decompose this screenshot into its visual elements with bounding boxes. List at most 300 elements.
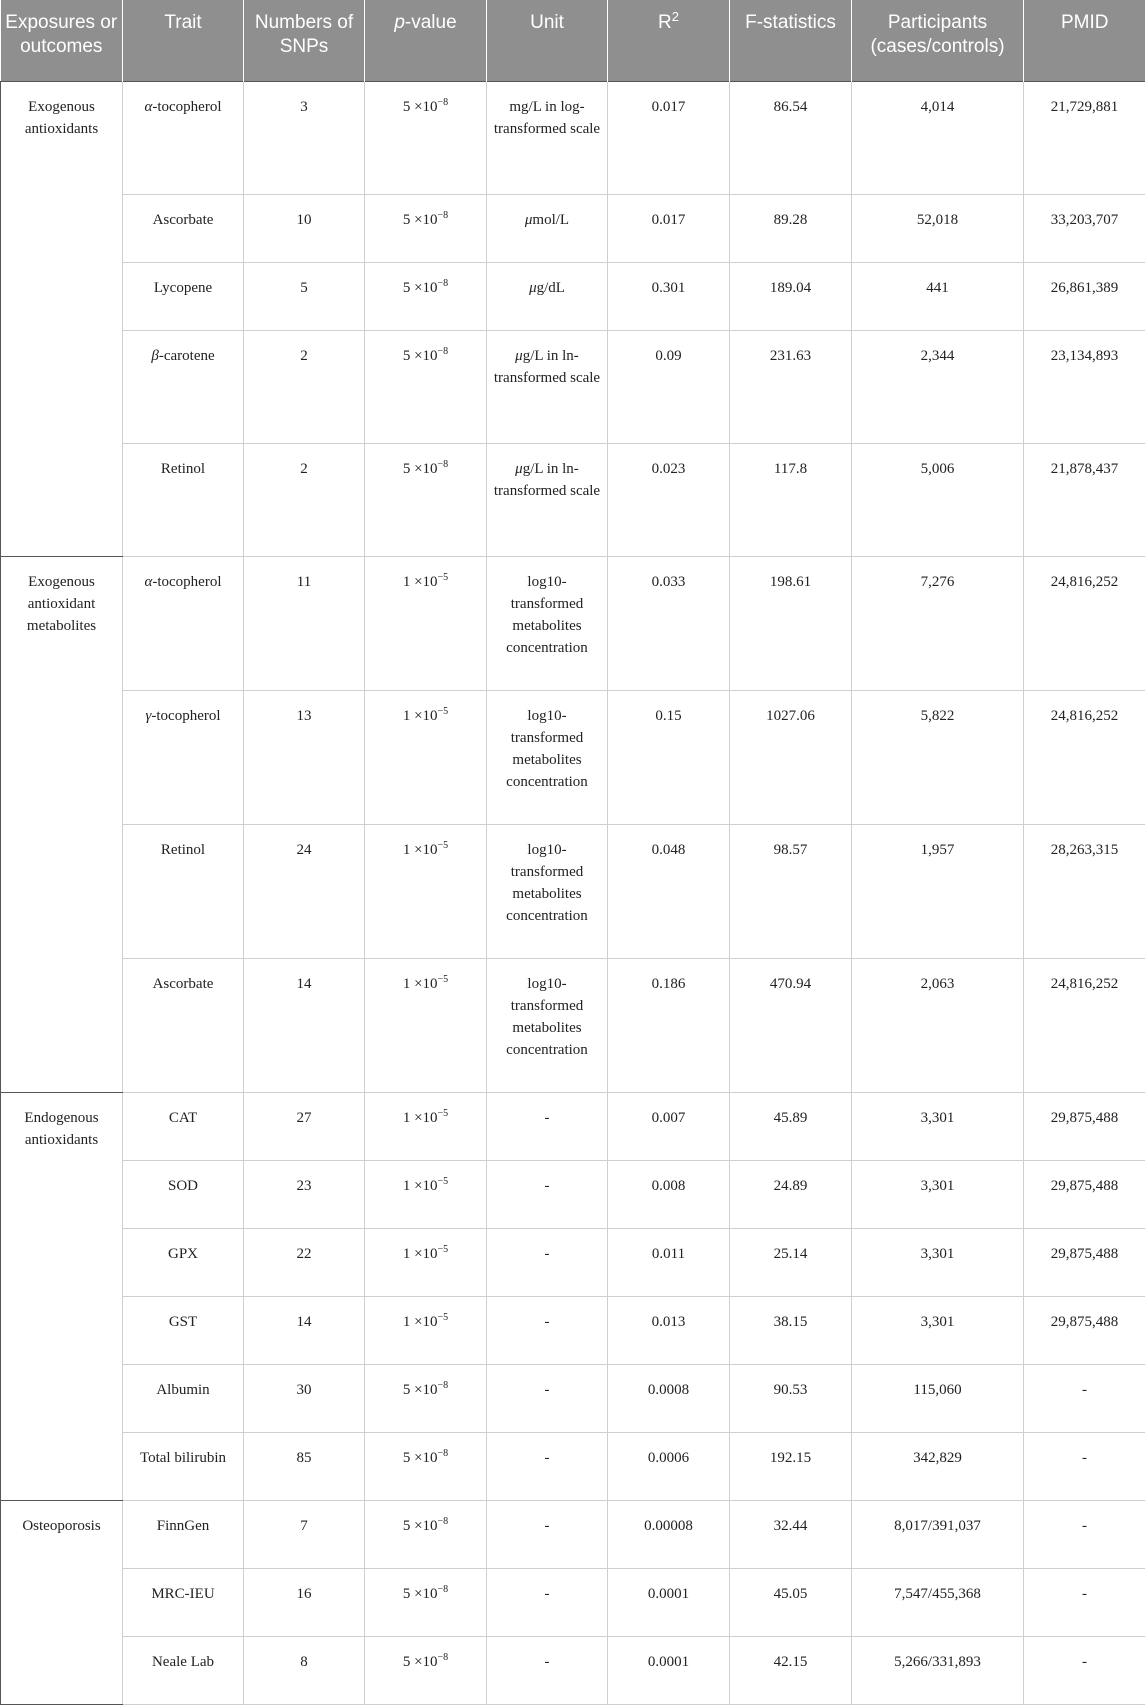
r2-cell bbox=[608, 690, 730, 824]
snps-cell bbox=[244, 1432, 365, 1500]
r2-value: 0.008 bbox=[652, 1178, 686, 1194]
pvalue-exponent: −5 bbox=[438, 974, 449, 985]
pmid-value: - bbox=[1082, 1586, 1087, 1602]
participants-cell bbox=[852, 690, 1024, 824]
pvalue-exponent: −8 bbox=[438, 1584, 449, 1595]
participants-value: 441 bbox=[926, 280, 949, 296]
participants-cell bbox=[852, 443, 1024, 556]
participants-value: 3,301 bbox=[921, 1110, 955, 1126]
fstat-value: 38.15 bbox=[774, 1314, 808, 1330]
r2-value: 0.15 bbox=[655, 708, 681, 724]
participants-cell bbox=[852, 824, 1024, 958]
table-row bbox=[1, 556, 1145, 690]
participants-value: 8,017/391,037 bbox=[894, 1518, 981, 1534]
trait-cell bbox=[123, 1568, 244, 1636]
pmid-value: 26,861,389 bbox=[1051, 280, 1119, 296]
unit-value: - bbox=[545, 1654, 550, 1670]
participants-cell bbox=[852, 1500, 1024, 1568]
snps-value: 8 bbox=[300, 1654, 308, 1670]
pvalue-base: 1 ×10 bbox=[403, 1246, 438, 1262]
fstat-cell bbox=[730, 443, 852, 556]
pvalue-base: 5 ×10 bbox=[403, 1586, 438, 1602]
fstat-value: 198.61 bbox=[770, 574, 811, 590]
fstat-value: 32.44 bbox=[774, 1518, 808, 1534]
table-row bbox=[1, 1432, 1145, 1500]
r2-value: 0.007 bbox=[652, 1110, 686, 1126]
participants-value: 2,344 bbox=[921, 348, 955, 364]
snps-value: 24 bbox=[297, 842, 312, 858]
unit-value: log10-transformed metabolites concentration bbox=[506, 708, 588, 790]
snps-value: 10 bbox=[297, 212, 312, 228]
unit-value: - bbox=[545, 1382, 550, 1398]
snps-cell bbox=[244, 1296, 365, 1364]
unit-cell bbox=[487, 958, 608, 1092]
pvalue-exponent: −5 bbox=[438, 1108, 449, 1119]
participants-cell bbox=[852, 1228, 1024, 1296]
r2-cell bbox=[608, 1432, 730, 1500]
unit-prefix: μ bbox=[525, 212, 533, 228]
participants-value: 7,547/455,368 bbox=[894, 1586, 981, 1602]
pvalue-exponent: −8 bbox=[438, 346, 449, 357]
table-row bbox=[1, 824, 1145, 958]
r2-cell bbox=[608, 556, 730, 690]
trait-prefix: γ bbox=[145, 708, 151, 724]
trait-cell bbox=[123, 443, 244, 556]
trait-name: Ascorbate bbox=[153, 212, 214, 228]
snps-cell bbox=[244, 81, 365, 194]
unit-value: - bbox=[545, 1246, 550, 1262]
fstat-cell bbox=[730, 690, 852, 824]
unit-cell bbox=[487, 1636, 608, 1704]
fstat-cell bbox=[730, 1568, 852, 1636]
pvalue-exponent: −8 bbox=[438, 1380, 449, 1391]
pmid-cell bbox=[1024, 1636, 1145, 1704]
trait-cell bbox=[123, 1500, 244, 1568]
r2-cell bbox=[608, 958, 730, 1092]
trait-cell bbox=[123, 1432, 244, 1500]
pvalue-exponent: −5 bbox=[438, 1176, 449, 1187]
header-trait: Trait bbox=[123, 0, 244, 81]
unit-cell bbox=[487, 330, 608, 443]
pvalue-base: 5 ×10 bbox=[403, 1518, 438, 1534]
fstat-value: 1027.06 bbox=[766, 708, 815, 724]
trait-cell bbox=[123, 1228, 244, 1296]
participants-value: 52,018 bbox=[917, 212, 958, 228]
unit-cell bbox=[487, 194, 608, 262]
participants-value: 1,957 bbox=[921, 842, 955, 858]
unit-value: g/dL bbox=[537, 280, 565, 296]
trait-name: -tocopherol bbox=[152, 574, 221, 590]
pmid-value: - bbox=[1082, 1382, 1087, 1398]
header-unit: Unit bbox=[487, 0, 608, 81]
snps-value: 16 bbox=[297, 1586, 312, 1602]
snps-value: 5 bbox=[300, 280, 308, 296]
fstat-value: 90.53 bbox=[774, 1382, 808, 1398]
participants-value: 115,060 bbox=[913, 1382, 961, 1398]
r2-cell bbox=[608, 1296, 730, 1364]
r2-cell bbox=[608, 824, 730, 958]
trait-name: CAT bbox=[169, 1110, 197, 1126]
table-row bbox=[1, 1296, 1145, 1364]
participants-value: 2,063 bbox=[921, 976, 955, 992]
unit-cell bbox=[487, 1432, 608, 1500]
pmid-value: 28,263,315 bbox=[1051, 842, 1119, 858]
snps-value: 13 bbox=[297, 708, 312, 724]
trait-name: Albumin bbox=[156, 1382, 209, 1398]
participants-cell bbox=[852, 1432, 1024, 1500]
trait-name: Total bilirubin bbox=[140, 1450, 226, 1466]
snps-value: 23 bbox=[297, 1178, 312, 1194]
r2-value: 0.048 bbox=[652, 842, 686, 858]
table-body bbox=[1, 81, 1145, 1704]
fstat-value: 189.04 bbox=[770, 280, 811, 296]
fstat-value: 25.14 bbox=[774, 1246, 808, 1262]
unit-cell bbox=[487, 1160, 608, 1228]
fstat-value: 231.63 bbox=[770, 348, 811, 364]
pmid-value: 23,134,893 bbox=[1051, 348, 1119, 364]
fstat-cell bbox=[730, 262, 852, 330]
pmid-cell bbox=[1024, 443, 1145, 556]
pvalue-cell bbox=[365, 1636, 487, 1704]
header-r2-sup: 2 bbox=[672, 9, 679, 24]
trait-cell bbox=[123, 1364, 244, 1432]
pmid-cell bbox=[1024, 824, 1145, 958]
participants-cell bbox=[852, 1296, 1024, 1364]
pvalue-cell bbox=[365, 443, 487, 556]
group-label: Osteoporosis bbox=[1, 1500, 123, 1704]
pmid-cell bbox=[1024, 1568, 1145, 1636]
unit-cell bbox=[487, 262, 608, 330]
unit-value: mg/L in log-transformed scale bbox=[494, 99, 600, 137]
pvalue-cell bbox=[365, 1500, 487, 1568]
pvalue-base: 1 ×10 bbox=[403, 1178, 438, 1194]
snps-cell bbox=[244, 1160, 365, 1228]
pvalue-cell bbox=[365, 1364, 487, 1432]
pvalue-exponent: −8 bbox=[438, 1516, 449, 1527]
trait-prefix: α bbox=[144, 574, 152, 590]
trait-name: Ascorbate bbox=[153, 976, 214, 992]
pvalue-exponent: −8 bbox=[438, 97, 449, 108]
pvalue-base: 5 ×10 bbox=[403, 1654, 438, 1670]
snps-cell bbox=[244, 1228, 365, 1296]
fstat-value: 24.89 bbox=[774, 1178, 808, 1194]
r2-cell bbox=[608, 1500, 730, 1568]
fstat-cell bbox=[730, 1636, 852, 1704]
pmid-value: - bbox=[1082, 1654, 1087, 1670]
r2-cell bbox=[608, 1364, 730, 1432]
trait-name: SOD bbox=[168, 1178, 198, 1194]
pmid-value: - bbox=[1082, 1518, 1087, 1534]
snps-value: 85 bbox=[297, 1450, 312, 1466]
snps-cell bbox=[244, 824, 365, 958]
pmid-value: 29,875,488 bbox=[1051, 1178, 1119, 1194]
pmid-value: 29,875,488 bbox=[1051, 1314, 1119, 1330]
trait-name: FinnGen bbox=[157, 1518, 210, 1534]
participants-cell bbox=[852, 1636, 1024, 1704]
participants-cell bbox=[852, 194, 1024, 262]
snps-value: 14 bbox=[297, 1314, 312, 1330]
snps-value: 7 bbox=[300, 1518, 308, 1534]
snps-value: 2 bbox=[300, 461, 308, 477]
fstat-value: 117.8 bbox=[774, 461, 807, 477]
r2-value: 0.186 bbox=[652, 976, 686, 992]
table-row bbox=[1, 1568, 1145, 1636]
r2-cell bbox=[608, 1092, 730, 1160]
unit-cell bbox=[487, 690, 608, 824]
unit-value: - bbox=[545, 1314, 550, 1330]
fstat-value: 89.28 bbox=[774, 212, 808, 228]
unit-cell bbox=[487, 1092, 608, 1160]
pmid-cell bbox=[1024, 194, 1145, 262]
trait-cell bbox=[123, 690, 244, 824]
table-row bbox=[1, 443, 1145, 556]
pvalue-cell bbox=[365, 556, 487, 690]
table-row bbox=[1, 1160, 1145, 1228]
unit-cell bbox=[487, 81, 608, 194]
header-row bbox=[1, 0, 1145, 81]
pmid-cell bbox=[1024, 1092, 1145, 1160]
pvalue-base: 1 ×10 bbox=[403, 1314, 438, 1330]
pmid-cell bbox=[1024, 1432, 1145, 1500]
r2-cell bbox=[608, 1636, 730, 1704]
pmid-value: 24,816,252 bbox=[1051, 708, 1119, 724]
pmid-cell bbox=[1024, 262, 1145, 330]
unit-prefix: μ bbox=[529, 280, 537, 296]
pvalue-cell bbox=[365, 81, 487, 194]
trait-name: Retinol bbox=[161, 461, 205, 477]
r2-cell bbox=[608, 1228, 730, 1296]
participants-cell bbox=[852, 1160, 1024, 1228]
unit-cell bbox=[487, 443, 608, 556]
pvalue-cell bbox=[365, 958, 487, 1092]
trait-cell bbox=[123, 81, 244, 194]
snps-cell bbox=[244, 262, 365, 330]
pmid-cell bbox=[1024, 81, 1145, 194]
pvalue-base: 5 ×10 bbox=[403, 99, 438, 115]
trait-cell bbox=[123, 330, 244, 443]
r2-value: 0.301 bbox=[652, 280, 686, 296]
unit-cell bbox=[487, 1228, 608, 1296]
participants-value: 342,829 bbox=[913, 1450, 962, 1466]
fstat-value: 192.15 bbox=[770, 1450, 811, 1466]
fstat-value: 45.89 bbox=[774, 1110, 808, 1126]
trait-name: Neale Lab bbox=[152, 1654, 214, 1670]
participants-cell bbox=[852, 556, 1024, 690]
participants-cell bbox=[852, 1568, 1024, 1636]
snps-cell bbox=[244, 1636, 365, 1704]
group-label: Exogenous antioxidants bbox=[1, 81, 123, 556]
r2-cell bbox=[608, 194, 730, 262]
snps-cell bbox=[244, 1500, 365, 1568]
pvalue-exponent: −5 bbox=[438, 1244, 449, 1255]
snps-cell bbox=[244, 330, 365, 443]
fstat-cell bbox=[730, 824, 852, 958]
pmid-value: 24,816,252 bbox=[1051, 976, 1119, 992]
fstat-cell bbox=[730, 330, 852, 443]
pvalue-exponent: −8 bbox=[438, 278, 449, 289]
pvalue-base: 5 ×10 bbox=[403, 461, 438, 477]
snps-cell bbox=[244, 690, 365, 824]
pvalue-cell bbox=[365, 330, 487, 443]
pvalue-cell bbox=[365, 824, 487, 958]
pmid-cell bbox=[1024, 556, 1145, 690]
pmid-value: 33,203,707 bbox=[1051, 212, 1119, 228]
pmid-value: 21,878,437 bbox=[1051, 461, 1119, 477]
unit-value: mol/L bbox=[532, 212, 569, 228]
r2-cell bbox=[608, 330, 730, 443]
participants-cell bbox=[852, 1092, 1024, 1160]
pvalue-base: 5 ×10 bbox=[403, 348, 438, 364]
r2-value: 0.0001 bbox=[648, 1586, 689, 1602]
r2-value: 0.09 bbox=[655, 348, 681, 364]
trait-name: -tocopherol bbox=[152, 99, 221, 115]
pvalue-exponent: −5 bbox=[438, 572, 449, 583]
participants-cell bbox=[852, 958, 1024, 1092]
pvalue-base: 1 ×10 bbox=[403, 574, 438, 590]
participants-value: 3,301 bbox=[921, 1178, 955, 1194]
pvalue-cell bbox=[365, 1092, 487, 1160]
unit-value: - bbox=[545, 1110, 550, 1126]
unit-cell bbox=[487, 824, 608, 958]
pvalue-base: 1 ×10 bbox=[403, 708, 438, 724]
pmid-value: 24,816,252 bbox=[1051, 574, 1119, 590]
r2-value: 0.017 bbox=[652, 212, 686, 228]
table-row bbox=[1, 262, 1145, 330]
r2-cell bbox=[608, 1568, 730, 1636]
header-pvalue bbox=[365, 0, 487, 81]
pmid-cell bbox=[1024, 1228, 1145, 1296]
unit-value: g/L in ln-transformed scale bbox=[494, 348, 600, 386]
table-row bbox=[1, 690, 1145, 824]
fstat-value: 45.05 bbox=[774, 1586, 808, 1602]
unit-value: g/L in ln-transformed scale bbox=[494, 461, 600, 499]
snps-value: 11 bbox=[297, 574, 311, 590]
unit-value: log10-transformed metabolites concentration bbox=[506, 574, 588, 656]
unit-value: - bbox=[545, 1518, 550, 1534]
pmid-cell bbox=[1024, 1296, 1145, 1364]
r2-cell bbox=[608, 443, 730, 556]
unit-value: - bbox=[545, 1178, 550, 1194]
pvalue-base: 1 ×10 bbox=[403, 1110, 438, 1126]
r2-value: 0.0006 bbox=[648, 1450, 689, 1466]
table-row bbox=[1, 330, 1145, 443]
snps-value: 3 bbox=[300, 99, 308, 115]
trait-cell bbox=[123, 1092, 244, 1160]
unit-value: - bbox=[545, 1450, 550, 1466]
trait-prefix: β bbox=[151, 348, 158, 364]
pvalue-exponent: −5 bbox=[438, 1312, 449, 1323]
trait-name: -tocopherol bbox=[151, 708, 220, 724]
snps-value: 14 bbox=[297, 976, 312, 992]
snps-cell bbox=[244, 1568, 365, 1636]
pvalue-cell bbox=[365, 1432, 487, 1500]
r2-value: 0.00008 bbox=[644, 1518, 693, 1534]
pvalue-base: 5 ×10 bbox=[403, 1450, 438, 1466]
table-row bbox=[1, 1228, 1145, 1296]
unit-value: log10-transformed metabolites concentration bbox=[506, 976, 588, 1058]
trait-cell bbox=[123, 262, 244, 330]
pvalue-cell bbox=[365, 1568, 487, 1636]
participants-cell bbox=[852, 81, 1024, 194]
pvalue-exponent: −8 bbox=[438, 1652, 449, 1663]
participants-cell bbox=[852, 262, 1024, 330]
snps-cell bbox=[244, 1364, 365, 1432]
table-row bbox=[1, 1500, 1145, 1568]
participants-value: 7,276 bbox=[921, 574, 955, 590]
unit-cell bbox=[487, 1568, 608, 1636]
pvalue-cell bbox=[365, 194, 487, 262]
pmid-value: 29,875,488 bbox=[1051, 1246, 1119, 1262]
snps-cell bbox=[244, 443, 365, 556]
pvalue-exponent: −5 bbox=[438, 840, 449, 851]
r2-value: 0.013 bbox=[652, 1314, 686, 1330]
participants-value: 4,014 bbox=[921, 99, 955, 115]
unit-value: log10-transformed metabolites concentration bbox=[506, 842, 588, 924]
snps-value: 22 bbox=[297, 1246, 312, 1262]
r2-cell bbox=[608, 1160, 730, 1228]
group-label: Exogenous antioxidant metabolites bbox=[1, 556, 123, 1092]
r2-value: 0.0008 bbox=[648, 1382, 689, 1398]
fstat-value: 98.57 bbox=[774, 842, 808, 858]
r2-value: 0.0001 bbox=[648, 1654, 689, 1670]
trait-cell bbox=[123, 1160, 244, 1228]
r2-cell bbox=[608, 81, 730, 194]
r2-cell bbox=[608, 262, 730, 330]
header-pvalue-italic: p bbox=[394, 12, 405, 33]
snps-cell bbox=[244, 556, 365, 690]
trait-name: GPX bbox=[168, 1246, 198, 1262]
pmid-value: 21,729,881 bbox=[1051, 99, 1119, 115]
participants-cell bbox=[852, 330, 1024, 443]
pvalue-base: 5 ×10 bbox=[403, 212, 438, 228]
unit-value: - bbox=[545, 1586, 550, 1602]
trait-name: GST bbox=[169, 1314, 197, 1330]
pmid-cell bbox=[1024, 690, 1145, 824]
r2-value: 0.023 bbox=[652, 461, 686, 477]
fstat-cell bbox=[730, 1092, 852, 1160]
fstat-cell bbox=[730, 81, 852, 194]
pvalue-cell bbox=[365, 1228, 487, 1296]
pmid-value: - bbox=[1082, 1450, 1087, 1466]
participants-value: 3,301 bbox=[921, 1314, 955, 1330]
trait-name: Retinol bbox=[161, 842, 205, 858]
pvalue-exponent: −5 bbox=[438, 706, 449, 717]
participants-value: 3,301 bbox=[921, 1246, 955, 1262]
pmid-cell bbox=[1024, 1160, 1145, 1228]
pvalue-base: 1 ×10 bbox=[403, 842, 438, 858]
unit-cell bbox=[487, 1364, 608, 1432]
participants-value: 5,822 bbox=[921, 708, 955, 724]
table-row bbox=[1, 81, 1145, 194]
unit-cell bbox=[487, 556, 608, 690]
snps-cell bbox=[244, 194, 365, 262]
pvalue-exponent: −8 bbox=[438, 459, 449, 470]
pvalue-cell bbox=[365, 262, 487, 330]
fstat-cell bbox=[730, 556, 852, 690]
fstat-cell bbox=[730, 1432, 852, 1500]
fstat-cell bbox=[730, 1160, 852, 1228]
header-fstat: F-statistics bbox=[730, 0, 852, 81]
pvalue-exponent: −8 bbox=[438, 1448, 449, 1459]
trait-cell bbox=[123, 194, 244, 262]
fstat-cell bbox=[730, 1500, 852, 1568]
trait-name: Lycopene bbox=[154, 280, 212, 296]
trait-cell bbox=[123, 824, 244, 958]
pvalue-base: 1 ×10 bbox=[403, 976, 438, 992]
table-row bbox=[1, 1636, 1145, 1704]
participants-value: 5,006 bbox=[921, 461, 955, 477]
snps-value: 2 bbox=[300, 348, 308, 364]
